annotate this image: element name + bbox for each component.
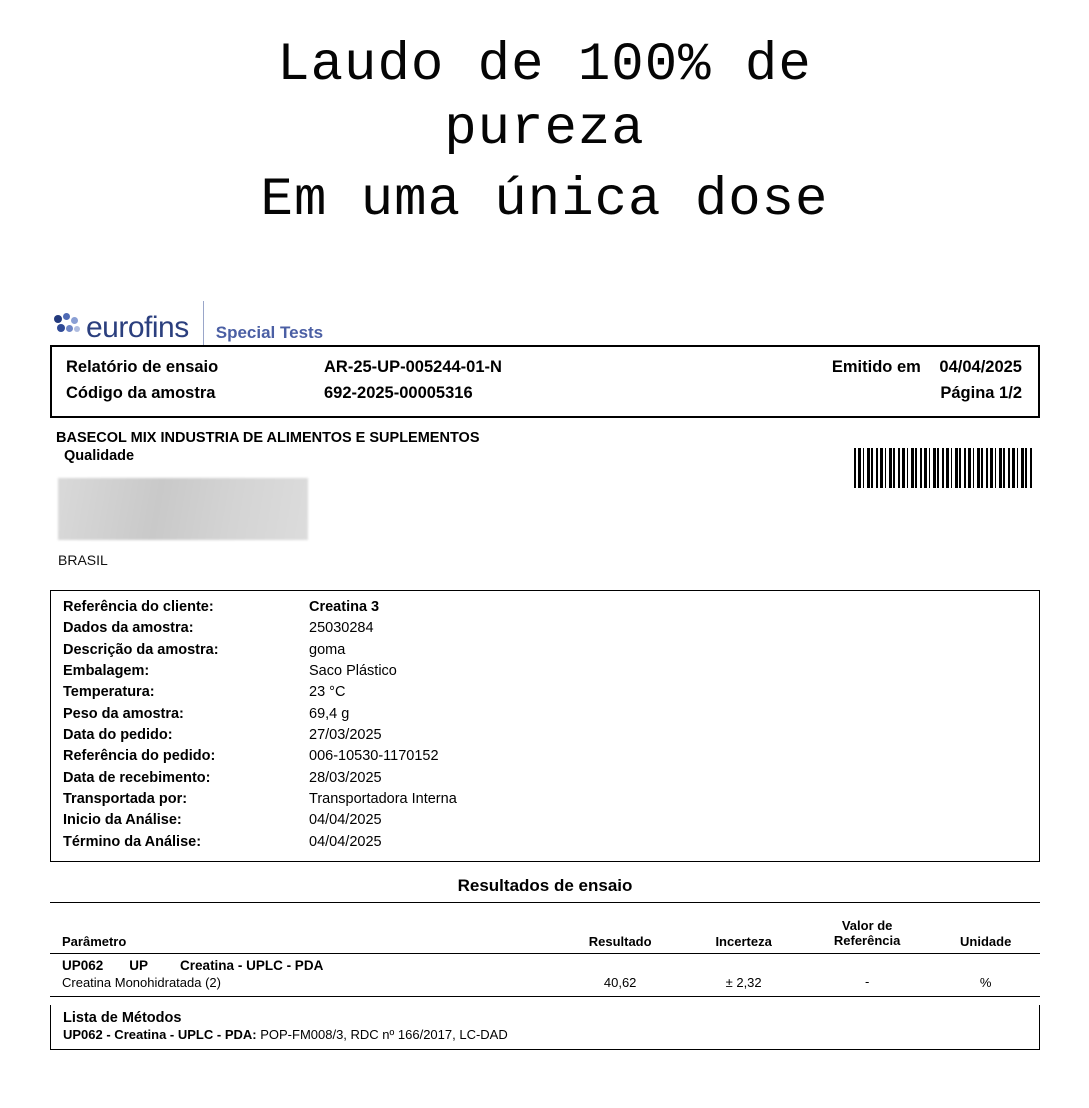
sample-code-row	[66, 381, 712, 407]
detail-label: Embalagem:	[63, 663, 150, 680]
redacted-address-block	[58, 478, 308, 540]
column-header-unit: Unidade	[960, 933, 1012, 949]
column-header-reference	[803, 919, 931, 949]
detail-value: Saco Plástico	[309, 663, 397, 680]
sample-details-box	[50, 590, 1040, 862]
methods-entry-text: POP-FM008/3, RDC nº 166/2017, LC-DAD	[260, 1026, 508, 1042]
detail-value: 25030284	[309, 620, 374, 637]
method-group-heading	[50, 958, 1040, 973]
detail-value: 27/03/2025	[309, 727, 382, 743]
detail-row	[51, 832, 1039, 853]
results-table-header	[50, 903, 1040, 953]
detail-value: 04/04/2025	[309, 833, 382, 850]
row-result: 40,62	[603, 974, 637, 990]
detail-row	[51, 768, 1039, 789]
lab-report-document	[50, 287, 1040, 1050]
detail-label: Data de recebimento:	[63, 769, 211, 786]
company-department: Qualidade	[64, 448, 135, 465]
row-parameter: Creatina Monohidratada (2)	[62, 974, 221, 990]
detail-row	[51, 597, 1039, 618]
method-group-name: Creatina - UPLC - PDA	[180, 957, 324, 973]
detail-label: Data do pedido:	[63, 727, 173, 743]
table-row	[50, 975, 1040, 990]
detail-label: Peso da amostra:	[63, 705, 184, 722]
detail-value: Transportadora Interna	[309, 790, 457, 807]
eurofins-logo-icon	[54, 313, 80, 339]
methods-list-box	[50, 1005, 1040, 1050]
detail-label: Temperatura:	[63, 684, 155, 701]
detail-value: goma	[309, 641, 346, 658]
detail-row	[51, 746, 1039, 767]
issued-value: 04/04/2025	[939, 358, 1022, 376]
method-group-abbrev: UP	[129, 957, 149, 973]
results-table	[50, 902, 1040, 997]
report-number-row	[66, 355, 712, 381]
page-indicator: Página 1/2	[940, 383, 1022, 402]
company-country: BRASIL	[58, 552, 108, 569]
meme-headline	[0, 0, 1089, 233]
detail-value: 23 °C	[309, 684, 346, 701]
detail-label: Inicio da Análise:	[63, 812, 182, 829]
detail-value: 006-10530-1170152	[309, 748, 439, 765]
detail-value: Creatina 3	[309, 599, 380, 616]
column-header-parameter: Parâmetro	[62, 933, 127, 949]
brand-divider	[203, 301, 204, 345]
row-unit: %	[979, 974, 992, 990]
methods-list-title: Lista de Métodos	[63, 1009, 182, 1026]
row-reference: -	[864, 973, 870, 989]
report-header-right	[712, 355, 1038, 406]
detail-label: Transportada por:	[63, 790, 188, 807]
report-number-label: Relatório de ensaio	[66, 358, 219, 376]
detail-row	[51, 661, 1039, 682]
detail-label: Referência do cliente:	[63, 599, 214, 616]
column-header-result: Resultado	[588, 933, 652, 949]
detail-label: Término da Análise:	[63, 833, 202, 850]
headline-line-2: pureza	[444, 98, 645, 160]
sample-code-label: Código da amostra	[66, 383, 216, 402]
detail-row	[51, 640, 1039, 661]
results-title: Resultados de ensaio	[457, 875, 633, 895]
sample-code-value: 692-2025-00005316	[324, 383, 473, 402]
row-uncertainty: ± 2,32	[725, 974, 762, 990]
column-header-reference-line2: Referência	[833, 932, 901, 948]
headline-line-3: Em uma única dose	[260, 170, 829, 232]
column-header-reference-line1: Valor de	[841, 918, 893, 933]
company-block	[50, 430, 1040, 590]
detail-row	[51, 682, 1039, 703]
column-header-uncertainty: Incerteza	[715, 933, 772, 949]
detail-value: 04/04/2025	[309, 812, 382, 829]
report-header-box	[50, 345, 1040, 418]
detail-value: 69,4 g	[309, 705, 350, 722]
detail-row	[51, 704, 1039, 725]
methods-entry-code: UP062 - Creatina - UPLC - PDA:	[63, 1026, 257, 1042]
detail-label: Dados da amostra:	[63, 620, 194, 637]
detail-row	[51, 618, 1039, 639]
detail-row	[51, 789, 1039, 810]
results-table-body	[50, 953, 1040, 996]
report-number-value: AR-25-UP-005244-01-N	[324, 358, 502, 376]
methods-list-entry	[51, 1027, 1039, 1042]
issued-label: Emitido em	[831, 358, 921, 376]
report-header-left	[52, 355, 712, 406]
brand-name: eurofins	[86, 311, 189, 344]
brand-subtitle: Special Tests	[215, 323, 324, 342]
method-group-code: UP062	[62, 957, 104, 973]
detail-row	[51, 810, 1039, 831]
brand-header	[50, 287, 1040, 345]
headline-line-1: Laudo de 100% de	[277, 35, 812, 96]
detail-row	[51, 725, 1039, 746]
company-name: BASECOL MIX INDUSTRIA DE ALIMENTOS E SUPLEMENTOS	[56, 430, 480, 447]
detail-value: 28/03/2025	[309, 769, 382, 786]
detail-label: Descrição da amostra:	[63, 641, 219, 658]
barcode-image	[854, 448, 1034, 488]
detail-label: Referência do pedido:	[63, 748, 216, 765]
